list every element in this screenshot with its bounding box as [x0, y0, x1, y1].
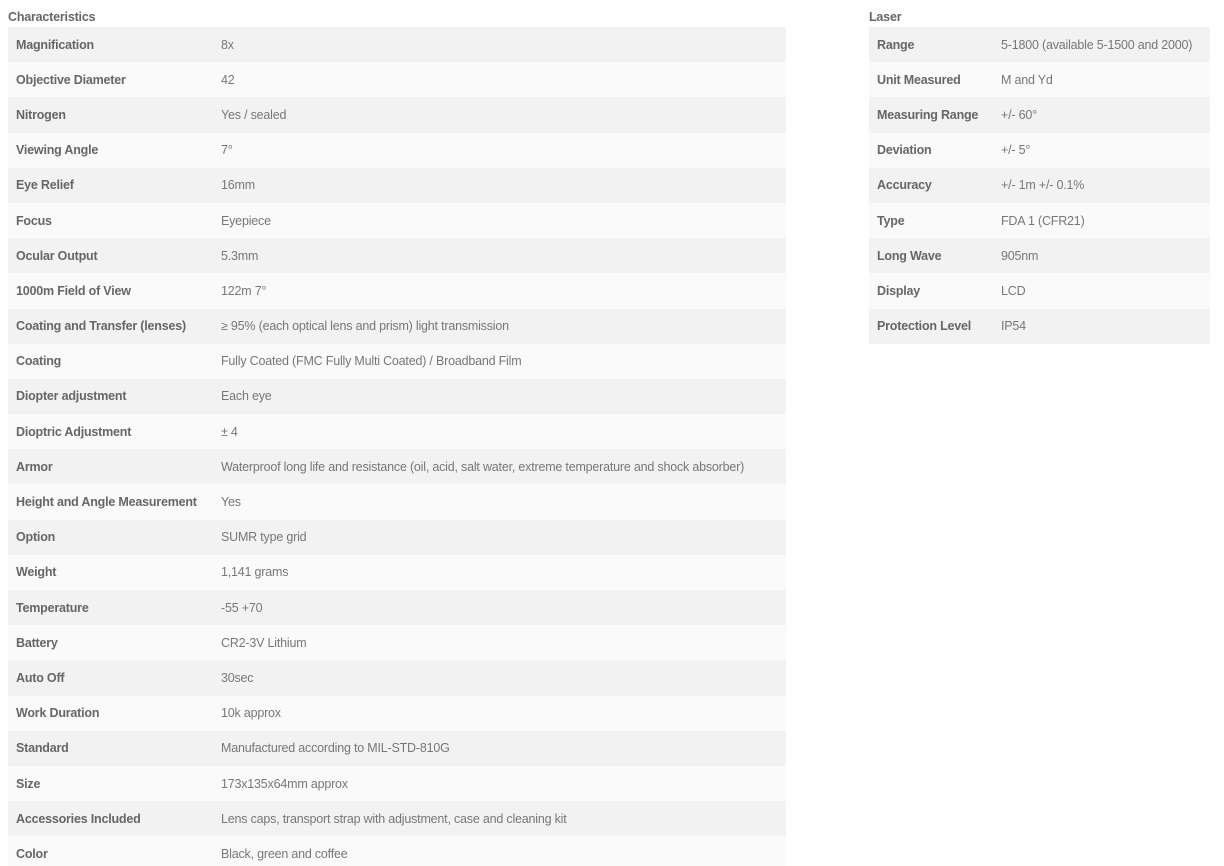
spec-label: Long Wave [877, 248, 942, 263]
spec-label: Option [16, 530, 56, 545]
spec-label: Measuring Range [877, 107, 979, 122]
characteristics-table [8, 27, 786, 866]
spec-label: Protection Level [877, 319, 972, 334]
spec-row [8, 62, 786, 97]
spec-label: Ocular Output [16, 248, 98, 263]
spec-label: Height and Angle Measurement [16, 495, 197, 510]
spec-value: ≥ 95% (each optical lens and prism) light transmission [221, 319, 509, 334]
spec-label: Nitrogen [16, 107, 66, 122]
spec-label: Accuracy [877, 178, 932, 193]
spec-row [869, 273, 1210, 308]
spec-row [8, 801, 786, 836]
laser-table [869, 27, 1210, 344]
spec-value: Each eye [221, 389, 272, 404]
spec-value: SUMR type grid [221, 530, 307, 545]
spec-row [8, 238, 786, 273]
spec-row [869, 203, 1210, 238]
spec-value: +/- 60° [1001, 107, 1037, 122]
spec-value: 5-1800 (available 5-1500 and 2000) [1001, 37, 1193, 52]
spec-value: 905nm [1001, 248, 1039, 263]
spec-row [8, 766, 786, 801]
spec-value: 8x [221, 37, 234, 52]
spec-value: 173x135x64mm approx [221, 776, 348, 791]
spec-label: Display [877, 283, 921, 298]
spec-row [8, 660, 786, 695]
spec-row [8, 696, 786, 731]
spec-row [869, 27, 1210, 62]
spec-label: 1000m Field of View [16, 283, 131, 298]
spec-value: Manufactured according to MIL-STD-810G [221, 741, 450, 756]
spec-row [8, 27, 786, 62]
spec-label: Temperature [16, 600, 89, 615]
spec-label: Auto Off [16, 670, 65, 685]
spec-label: Range [877, 37, 915, 52]
spec-row [869, 133, 1210, 168]
spec-label: Coating [16, 354, 62, 369]
spec-value: -55 +70 [221, 600, 263, 615]
spec-row [869, 62, 1210, 97]
spec-value: M and Yd [1001, 72, 1053, 87]
spec-value: Lens caps, transport strap with adjustment, case and cleaning kit [221, 811, 567, 826]
spec-value: Waterproof long life and resistance (oil, acid, salt water, extreme temperature and shock absorber) [221, 459, 745, 474]
spec-value: 16mm [221, 178, 255, 193]
spec-label: Battery [16, 635, 58, 650]
spec-label: Work Duration [16, 706, 100, 721]
spec-value: Yes [221, 495, 241, 510]
spec-label: Focus [16, 213, 52, 228]
spec-label: Eye Relief [16, 178, 74, 193]
spec-row [8, 484, 786, 519]
spec-value: 10k approx [221, 706, 281, 721]
spec-row [8, 414, 786, 449]
spec-row [869, 309, 1210, 344]
spec-label: Color [16, 846, 48, 861]
spec-value: FDA 1 (CFR21) [1001, 213, 1085, 228]
spec-row [8, 273, 786, 308]
spec-value: +/- 1m +/- 0.1% [1001, 178, 1085, 193]
spec-value: Black, green and coffee [221, 846, 348, 861]
spec-value: 42 [221, 72, 235, 87]
spec-value: LCD [1001, 283, 1026, 298]
spec-value: 1,141 grams [221, 565, 289, 580]
spec-row [8, 625, 786, 660]
spec-row [8, 555, 786, 590]
spec-row [8, 309, 786, 344]
laser-section [869, 8, 1210, 344]
spec-label: Dioptric Adjustment [16, 424, 132, 439]
spec-value: ± 4 [221, 424, 238, 439]
laser-title: Laser [869, 10, 902, 24]
spec-row [8, 97, 786, 132]
spec-row [8, 203, 786, 238]
spec-row [8, 168, 786, 203]
spec-row [8, 590, 786, 625]
spec-value: Yes / sealed [221, 107, 287, 122]
spec-row [869, 238, 1210, 273]
spec-row [8, 731, 786, 766]
spec-label: Accessories Included [16, 811, 141, 826]
spec-label: Armor [16, 459, 53, 474]
spec-row [8, 344, 786, 379]
spec-row [869, 97, 1210, 132]
spec-label: Magnification [16, 37, 94, 52]
spec-label: Viewing Angle [16, 143, 99, 158]
spec-label: Deviation [877, 143, 932, 158]
characteristics-title: Characteristics [8, 10, 96, 24]
spec-value: 122m 7° [221, 283, 267, 298]
spec-value: 7° [221, 143, 233, 158]
spec-row [8, 133, 786, 168]
spec-value: Fully Coated (FMC Fully Multi Coated) / Broadband Film [221, 354, 522, 369]
characteristics-section [8, 8, 786, 866]
spec-value: Eyepiece [221, 213, 271, 228]
spec-value: 5.3mm [221, 248, 259, 263]
spec-label: Type [877, 213, 905, 228]
spec-label: Objective Diameter [16, 72, 126, 87]
spec-label: Size [16, 776, 41, 791]
spec-row [8, 520, 786, 555]
spec-label: Standard [16, 741, 69, 756]
spec-label: Unit Measured [877, 72, 961, 87]
spec-label: Coating and Transfer (lenses) [16, 319, 186, 334]
spec-row [8, 836, 786, 866]
spec-value: CR2-3V Lithium [221, 635, 307, 650]
spec-label: Weight [16, 565, 57, 580]
spec-value: IP54 [1001, 319, 1026, 334]
spec-row [8, 379, 786, 414]
spec-value: +/- 5° [1001, 143, 1031, 158]
spec-row [8, 449, 786, 484]
spec-value: 30sec [221, 670, 254, 685]
spec-row [869, 168, 1210, 203]
spec-label: Diopter adjustment [16, 389, 127, 404]
